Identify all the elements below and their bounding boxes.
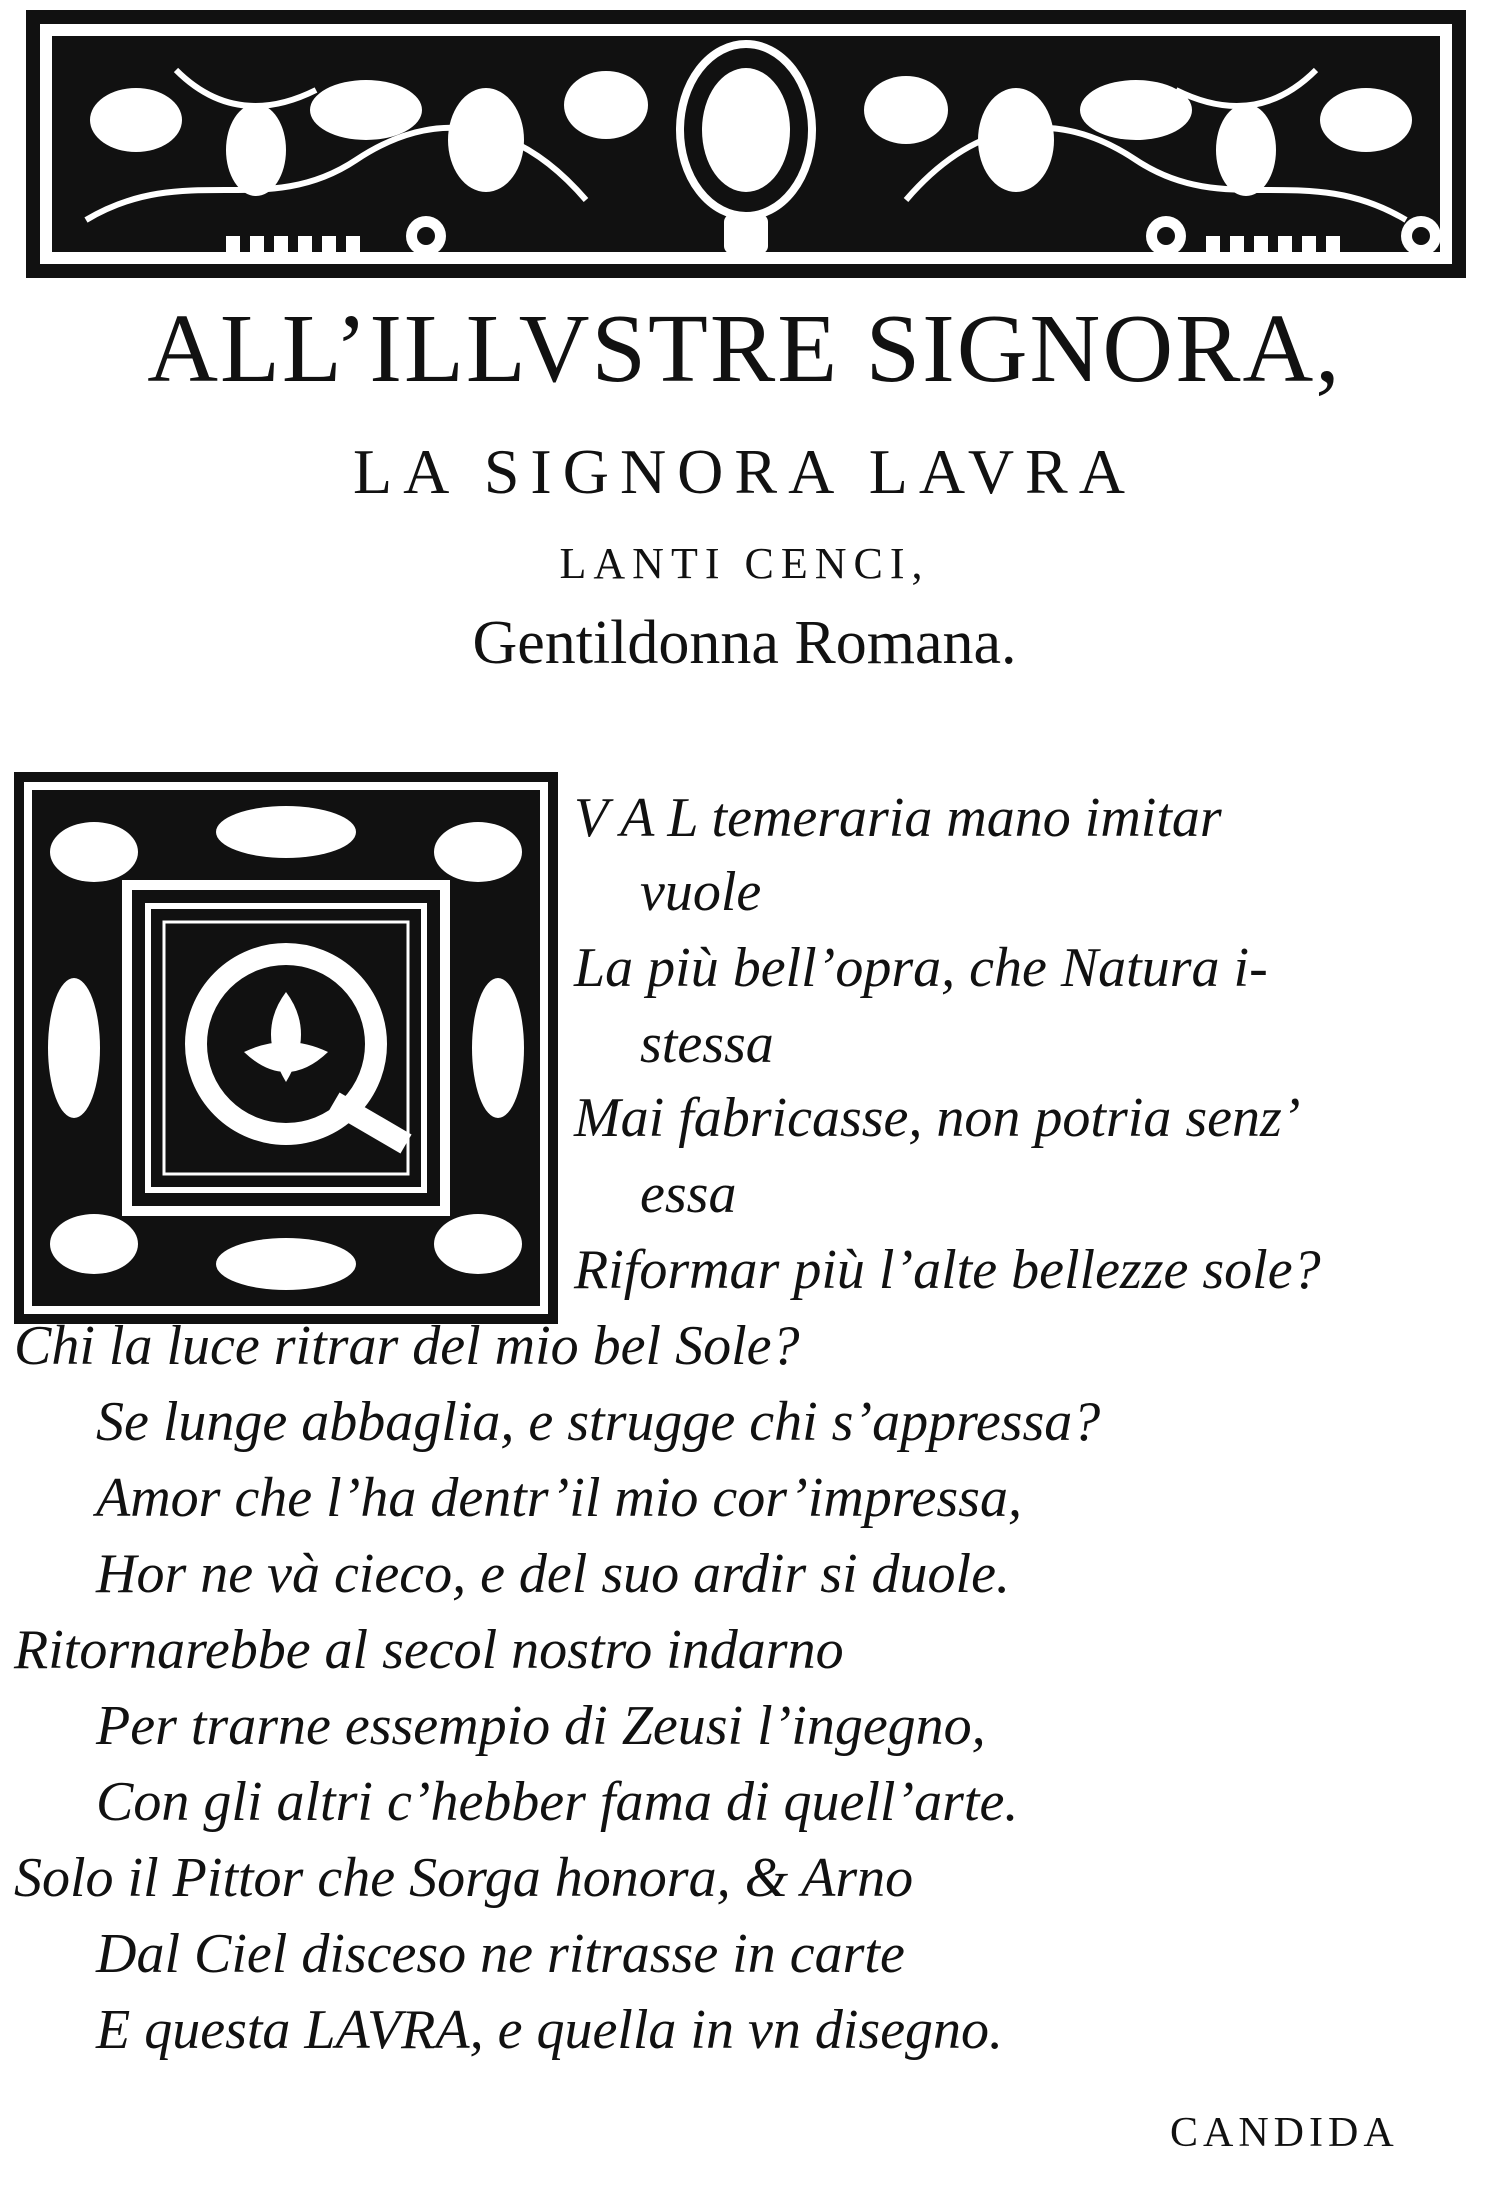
dedicatee-epithet: Gentildonna Romana. [472, 609, 1017, 677]
poem-line: Solo il Pittor che Sorga honora, & Arno [14, 1847, 914, 1909]
poem-line: Per trarne essempio di Zeusi l’ingegno, [96, 1695, 986, 1757]
poem-line: V A L temeraria mano imitar [574, 787, 1222, 849]
dedicatee-name: LANTI CENCI, [559, 539, 930, 588]
poem-line: Amor che l’ha dentr’il mio cor’impressa, [96, 1467, 1022, 1529]
poem-line: Se lunge abbaglia, e strugge chi s’appressa? [96, 1391, 1101, 1453]
poem-line: stessa [640, 1013, 774, 1075]
poem-line: La più bell’opra, che Natura i- [574, 937, 1268, 999]
poem-line: Hor ne và cieco, e del suo ardir si duole. [96, 1543, 1010, 1605]
poem-line: Con gli altri c’hebber fama di quell’arte. [96, 1771, 1019, 1833]
ornamental-headpiece-icon [26, 10, 1466, 278]
poem-line: E questa LAVRA, e quella in vn disegno. [96, 1999, 1004, 2061]
poem-line: Ritornarebbe al secol nostro indarno [14, 1619, 844, 1681]
dedication-subtitle: LA SIGNORA LAVRA [353, 436, 1136, 507]
poem-line: Mai fabricasse, non potria senz’ [574, 1087, 1301, 1149]
poem-line: Dal Ciel disceso ne ritrasse in carte [96, 1923, 905, 1985]
poem-line: Riformar più l’alte bellezze sole? [574, 1239, 1321, 1301]
ornamental-initial-q-icon [14, 772, 558, 1324]
catchword: CANDIDA [1170, 2110, 1399, 2156]
poem-line: essa [640, 1163, 737, 1225]
dedication-title: ALL’ILLVSTRE SIGNORA, [147, 295, 1342, 403]
poem-line: Chi la luce ritrar del mio bel Sole? [14, 1315, 800, 1377]
poem-line: vuole [640, 861, 762, 923]
